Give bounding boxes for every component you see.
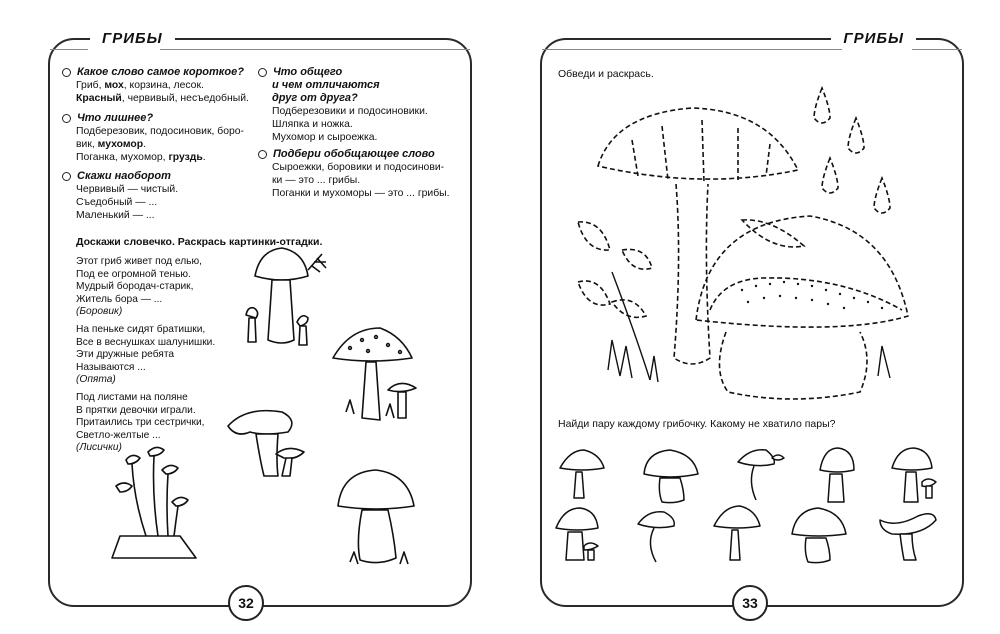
text: Съедобный — ... [76,197,158,208]
text: вик, [76,139,98,150]
pair-mushroom-3 [738,450,784,500]
text: . [143,139,146,150]
pair-mushroom-2 [644,450,698,503]
text: Эти дружные ребята [76,349,175,361]
page-header: ГРИБЫ [90,30,175,47]
text: Мухомор и сыроежка. [272,132,378,143]
chanterelle-illustration [228,411,304,476]
pair-mushroom-8 [714,506,760,560]
pair-mushroom-10 [880,514,936,560]
text: В прятки девочки играли. [76,404,196,416]
pair-mushroom-4 [820,448,854,502]
question-title: Что общего [273,66,343,78]
pair-mushroom-7 [638,512,674,562]
page-number: 32 [228,585,264,621]
pair-mushrooms [542,40,962,605]
answer-bold: груздь [168,152,203,163]
question-title: Подбери обобщающее слово [273,148,435,160]
answer-bold: мухомор [97,139,144,150]
pair-mushroom-1 [560,450,604,498]
text: Мудрый бородач-старик, [76,281,194,293]
text: Все в веснушках шалунишки. [76,336,216,348]
text: Подберезовики и подосиновики. [272,106,428,117]
riddle-answer: (Лисички) [76,442,122,454]
question-title: и чем отличаются [272,79,380,91]
right-page [540,30,964,611]
text: Называются ... [76,361,146,373]
page-number: 33 [732,585,768,621]
text: Под ее огромной тенью. [76,268,191,280]
riddles-instruction: Доскажи словечко. Раскрась картинки-отгадки. [76,236,323,248]
answer-bold: Красный [76,93,122,104]
question-title: Что лишнее? [77,112,154,124]
page-header: ГРИБЫ [831,30,916,47]
pair-instruction: Найди пару каждому грибочку. Какому не хватило пары? [558,418,836,430]
text: . [202,152,206,163]
text: На пеньке сидят братишки, [76,324,206,335]
pair-mushroom-5 [892,448,936,502]
fly-agaric-illustration [333,328,416,420]
text: , корзина, лесок. [123,80,204,91]
left-page [48,30,472,611]
honey-fungus-illustration [112,447,196,558]
question-title: Какое слово самое короткое? [77,66,244,78]
text: Гриб, [76,80,105,91]
text: ки — это ... грибы. [272,175,361,186]
trace-instruction: Обведи и раскрась. [558,68,654,80]
text: Червивый — чистый. [76,184,179,195]
text: Житель бора — ... [76,293,163,305]
pair-mushroom-6 [556,508,598,560]
text: Под листами на поляне [76,392,188,403]
riddle-answer: (Опята) [76,374,116,386]
left-illustrations [50,40,470,605]
text: Светло-желтые ... [76,429,161,441]
text: Шляпка и ножка. [272,119,353,130]
borovik-mushroom-illustration [246,248,326,345]
text: Подберезовик, подосиновик, боро- [76,126,245,137]
white-mushroom-illustration [338,470,414,564]
riddle-answer: (Боровик) [76,306,123,318]
text: Маленький — ... [76,210,155,221]
text: Сыроежки, боровики и подосинови- [272,162,445,173]
text: Притаились три сестрички, [76,417,205,429]
text: , червивый, несъедобный. [121,93,249,104]
text: Этот гриб живет под елью, [76,256,202,267]
answer-bold: мох [104,80,124,91]
text: Поганки и мухоморы — это ... грибы. [272,188,450,199]
question-title: Скажи наоборот [77,170,171,182]
pair-mushroom-9 [792,508,846,563]
question-title: друг от друга? [272,92,358,104]
text: Поганка, мухомор, [76,152,169,163]
